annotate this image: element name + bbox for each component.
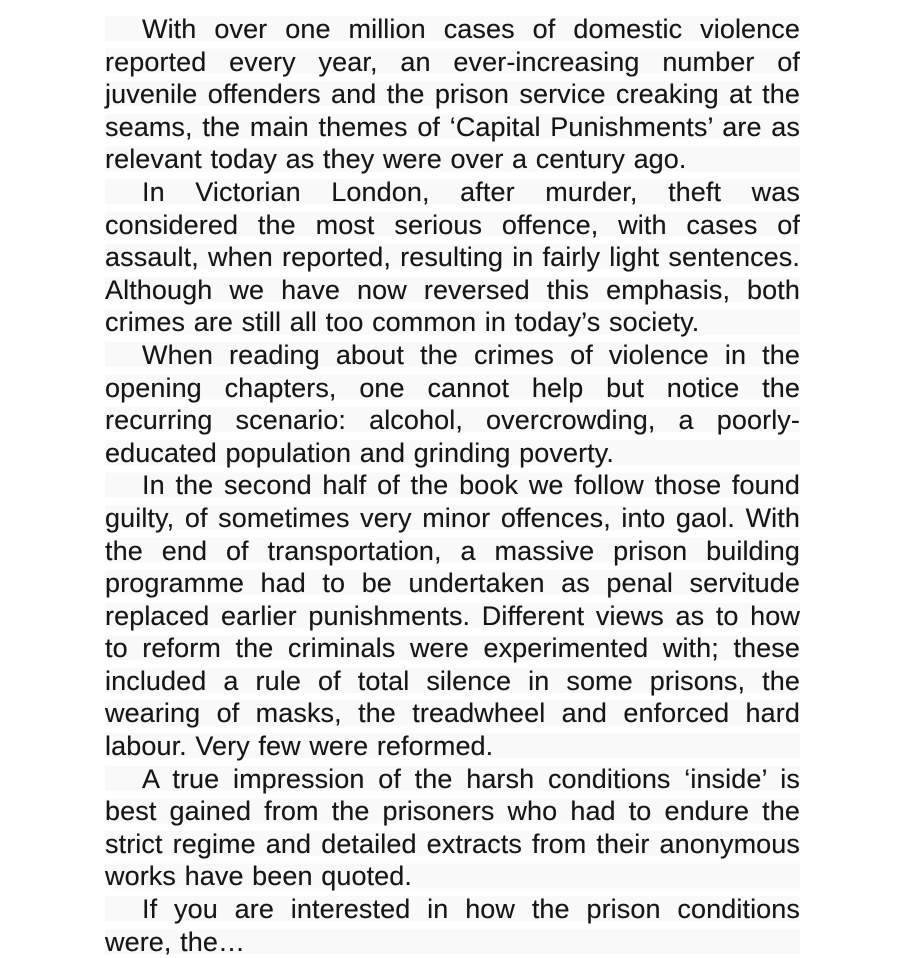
paragraph: With over one million cases of domestic violence reported every year, an ever-increasing number of juvenile offenders and the prison service creaking at the seams, the main themes of ‘Capital Punishments’ are as relevant today as they were over a century ago. [105, 14, 800, 175]
paragraph: In the second half of the book we follow those found guilty, of sometimes very minor offences, into gaol. With the end of transportation, a massive prison building programme had to be undertaken as penal servitude replaced earlier punishments. Different views as to how to reform the criminals were experimented with; these included a rule of total silence in some prisons, the wearing of masks, the treadwheel and enforced hard labour. Very few were reformed. [105, 470, 800, 762]
paragraph-clipped: If you are interested in how the prison conditions were, the… [105, 894, 800, 957]
body-text [105, 13, 800, 958]
paragraph: When reading about the crimes of violence in the opening chapters, one cannot help but notice the recurring scenario: alcohol, overcrowding, a poorly-educated population and grinding poverty. [105, 339, 800, 468]
paragraph: A true impression of the harsh conditions ‘inside’ is best gained from the prisoners who had to endure the strict regime and detailed extracts from their anonymous works have been quoted. [105, 763, 800, 892]
paragraph: In Victorian London, after murder, theft was considered the most serious offence, with cases of assault, when reported, resulting in fairly light sentences. Although we have now reversed this emphasis, both crimes are still all too common in today’s society. [105, 176, 800, 338]
